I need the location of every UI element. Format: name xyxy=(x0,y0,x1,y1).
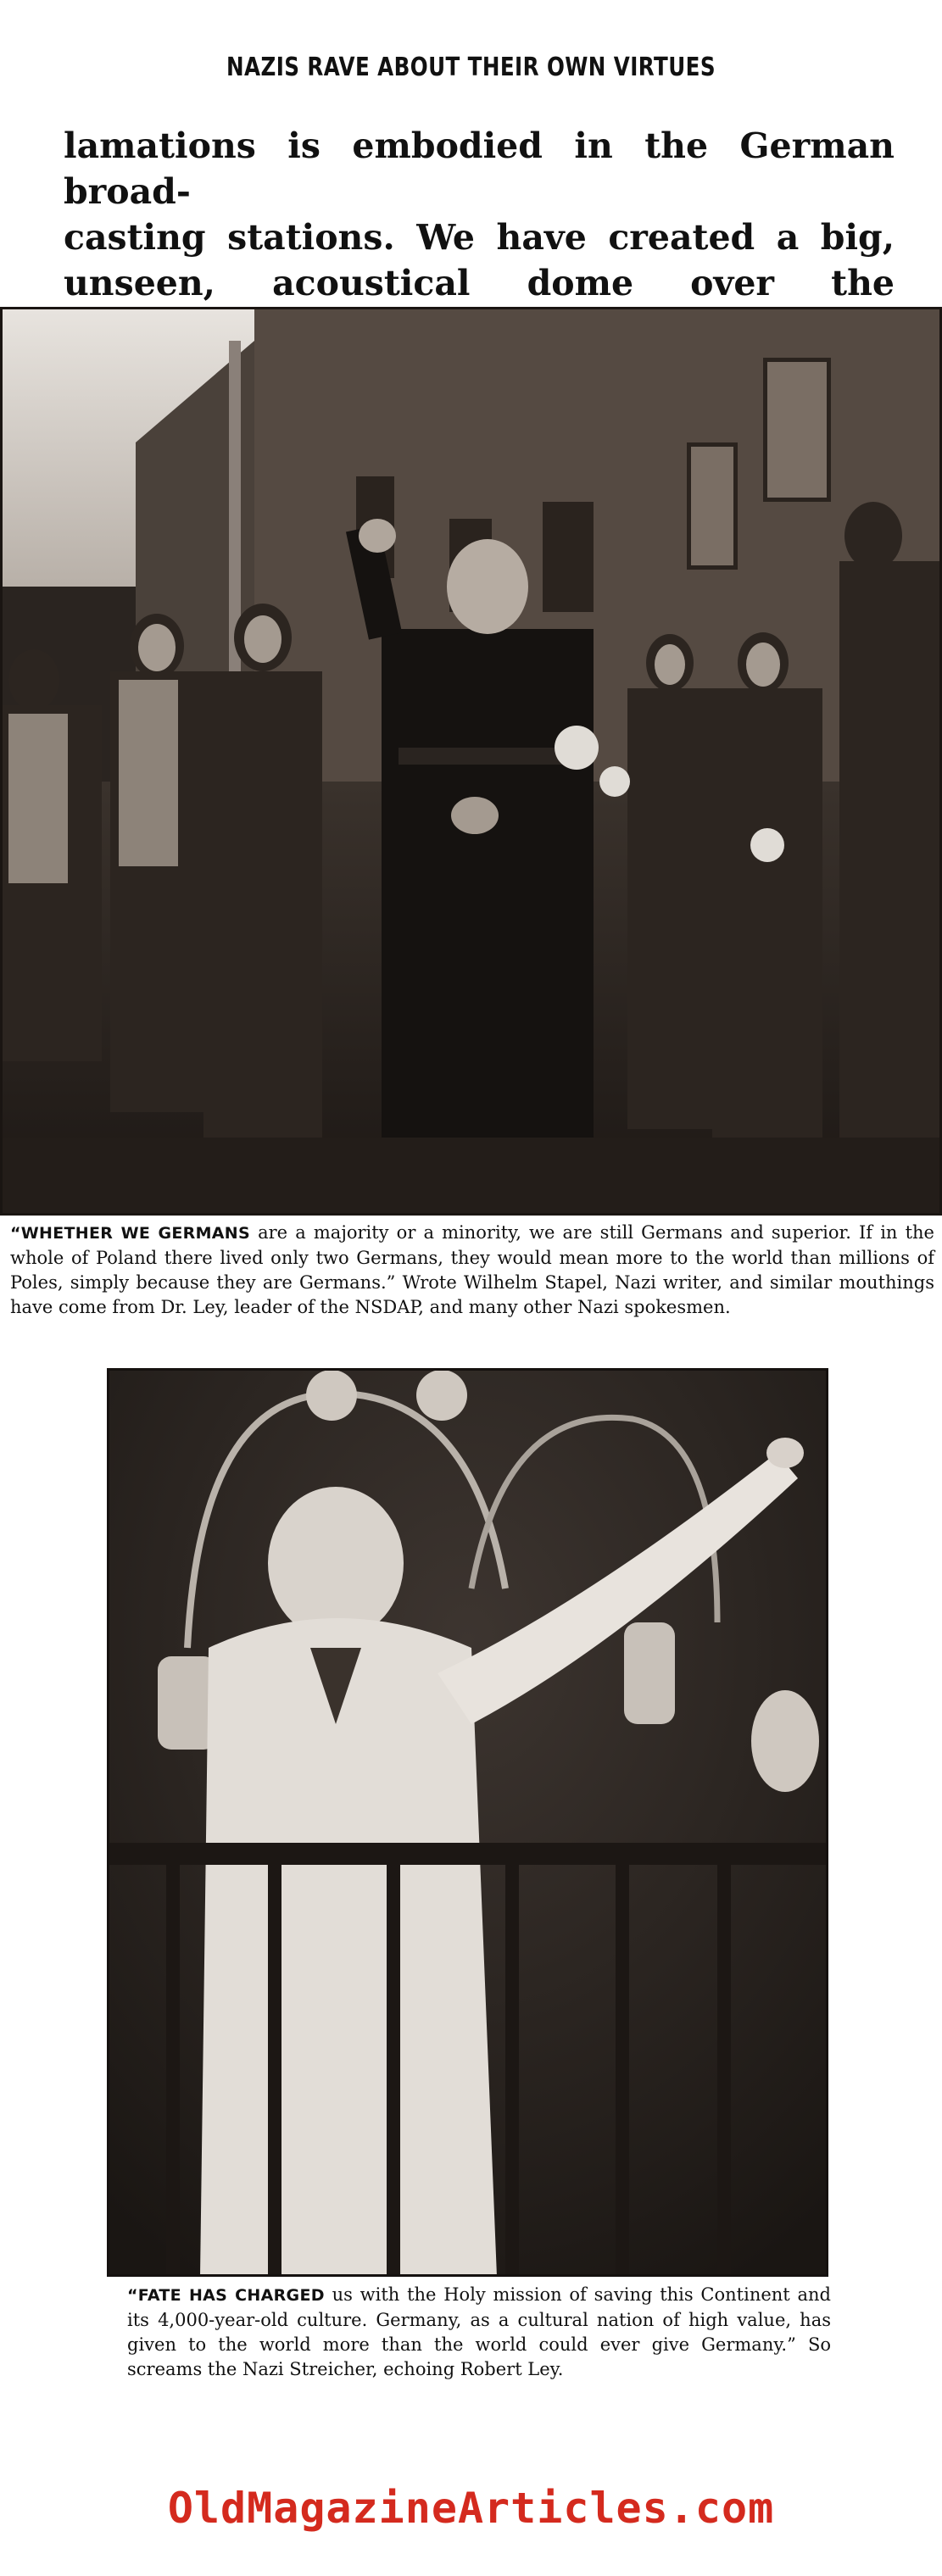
caption-body: us with the Holy mission of saving this Continent and its 4,000-year-old culture. Germany, as a cultural nation of high value, has given to the world more than the world could ever give Germany.” So screams the Nazi Streicher, echoing Robert Ley. xyxy=(127,2284,831,2379)
quote-line-1: lamations is embodied in the German broad- xyxy=(64,125,895,212)
caption-lead: “FATE HAS CHARGED xyxy=(127,2286,325,2305)
rally-photo xyxy=(0,307,942,1216)
caption-lead: “WHETHER WE GERMANS xyxy=(10,1224,250,1243)
watermark-link[interactable]: OldMagazineArticles.com xyxy=(167,2484,775,2533)
speaker-photo-caption xyxy=(127,2283,831,2382)
quote-line-3: unseen, acoustical dome over the xyxy=(64,263,895,303)
quote-line-2: casting stations. We have created a big, xyxy=(64,217,895,258)
caption-body: are a majority or a minority, we are still Germans and superior. If in the whole of Poland there lived only two Germans, they would mean more to the world than millions of Poles, simply because they are Germans.” Wrote Wilhelm Stapel, Nazi writer, and similar mouthings have come from Dr. Ley, leader of the NSDAP, and many other Nazi spokesmen. xyxy=(10,1222,934,1317)
page-title: NAZIS RAVE ABOUT THEIR OWN VIRTUES xyxy=(226,53,716,82)
speaker-photo xyxy=(107,1368,828,2277)
rally-photo-caption xyxy=(10,1221,934,1320)
